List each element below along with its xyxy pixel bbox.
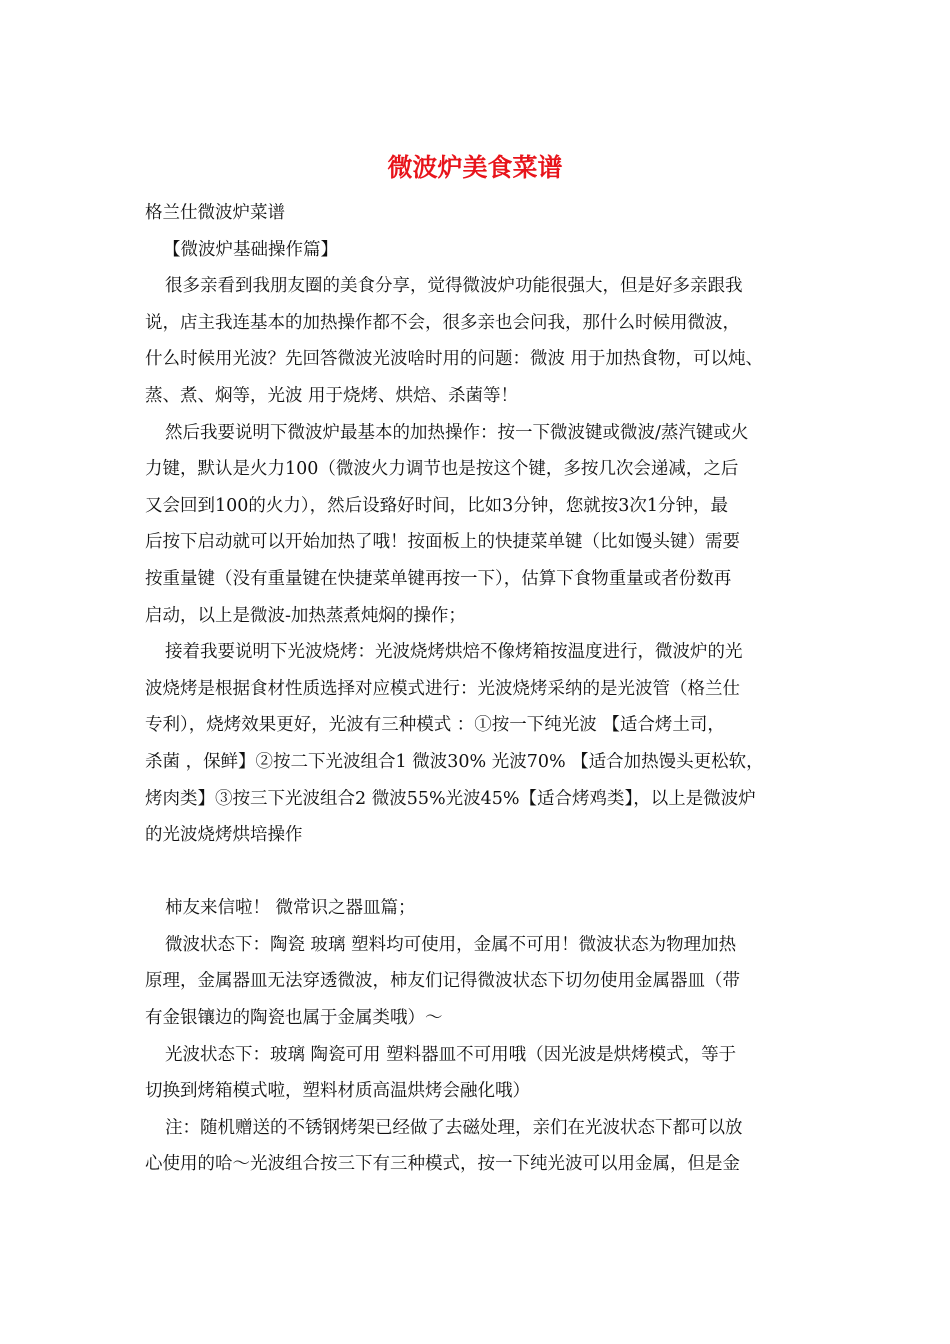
section-heading: 【微波炉基础操作篇】 (163, 239, 338, 260)
paragraph-line: 说，店主我连基本的加热操作都不会，很多亲也会问我，那什么时候用微波， (145, 312, 740, 333)
paragraph-line: 有金银镶边的陶瓷也属于金属类哦）～ (145, 1008, 443, 1029)
paragraph-line: 光波状态下：玻璃 陶瓷可用 塑料器皿不可用哦（因光波是烘烤模式，等于 (165, 1044, 737, 1065)
paragraph-line: 接着我要说明下光波烧烤：光波烧烤烘焙不像烤箱按温度进行，微波炉的光 (165, 642, 743, 663)
paragraph-line: 微波状态下：陶瓷 玻璃 塑料均可使用，金属不可用！微波状态为物理加热 (165, 934, 737, 955)
paragraph-line: 什么时候用光波？先回答微波光波啥时用的问题：微波 用于加热食物，可以炖、 (145, 349, 764, 370)
paragraph-line: 的光波烧烤烘培操作 (145, 825, 303, 846)
paragraph-line: 注：随机赠送的不锈钢烤架已经做了去磁处理，亲们在光波状态下都可以放 (165, 1117, 743, 1138)
paragraph-line: 后按下启动就可以开始加热了哦！按面板上的快捷菜单键（比如馒头键）需要 (145, 532, 740, 553)
paragraph-line: 力键，默认是火力100（微波火力调节也是按这个键，多按几次会递减，之后 (145, 459, 739, 480)
paragraph-line: 心使用的哈～光波组合按三下有三种模式，按一下纯光波可以用金属，但是金 (145, 1154, 740, 1175)
paragraph-line: 原理，金属器皿无法穿透微波，柿友们记得微波状态下切勿使用金属器皿（带 (145, 971, 740, 992)
subtitle-line: 格兰仕微波炉菜谱 (145, 203, 285, 223)
paragraph-line: 然后我要说明下微波炉最基本的加热操作：按一下微波键或微波/蒸汽键或火 (165, 422, 749, 443)
blank-line (145, 854, 817, 891)
paragraph-line: 波烧烤是根据食材性质选择对应模式进行：光波烧烤采纳的是光波管（格兰仕 (145, 678, 740, 699)
paragraph-line: 很多亲看到我朋友圈的美食分享，觉得微波炉功能很强大，但是好多亲跟我 (165, 276, 743, 297)
page-title: 微波炉美食菜谱 (387, 153, 563, 182)
paragraph-line: 杀菌 ，保鲜】②按二下光波组合1 微波30% 光波70% 【适合加热馒头更松软， (145, 751, 764, 772)
paragraph-line: 启动，以上是微波-加热蒸煮炖焖的操作； (145, 605, 466, 626)
paragraph-line: 又会回到100的火力），然后设臵好时间，比如3分钟，您就按3次1分钟，最 (145, 495, 729, 516)
paragraph-line: 烤肉类】③按三下光波组合2 微波55%光波45%【适合烤鸡类】，以上是微波炉 (145, 788, 756, 809)
paragraph-line: 蒸、煮、焖等，光波 用于烧烤、烘焙、杀菌等！ (145, 385, 519, 406)
paragraph-line: 按重量键（没有重量键在快捷菜单键再按一下），估算下食物重量或者份数再 (145, 568, 732, 589)
paragraph-line: 切换到烤箱模式啦，塑料材质高温烘烤会融化哦） (145, 1081, 530, 1102)
document-body (145, 195, 817, 1183)
section-heading: 柿友来信啦！ 微常识之器皿篇； (165, 898, 416, 919)
paragraph-line: 专利），烧烤效果更好，光波有三种模式 ：①按一下纯光波 【适合烤土司， (145, 715, 725, 736)
